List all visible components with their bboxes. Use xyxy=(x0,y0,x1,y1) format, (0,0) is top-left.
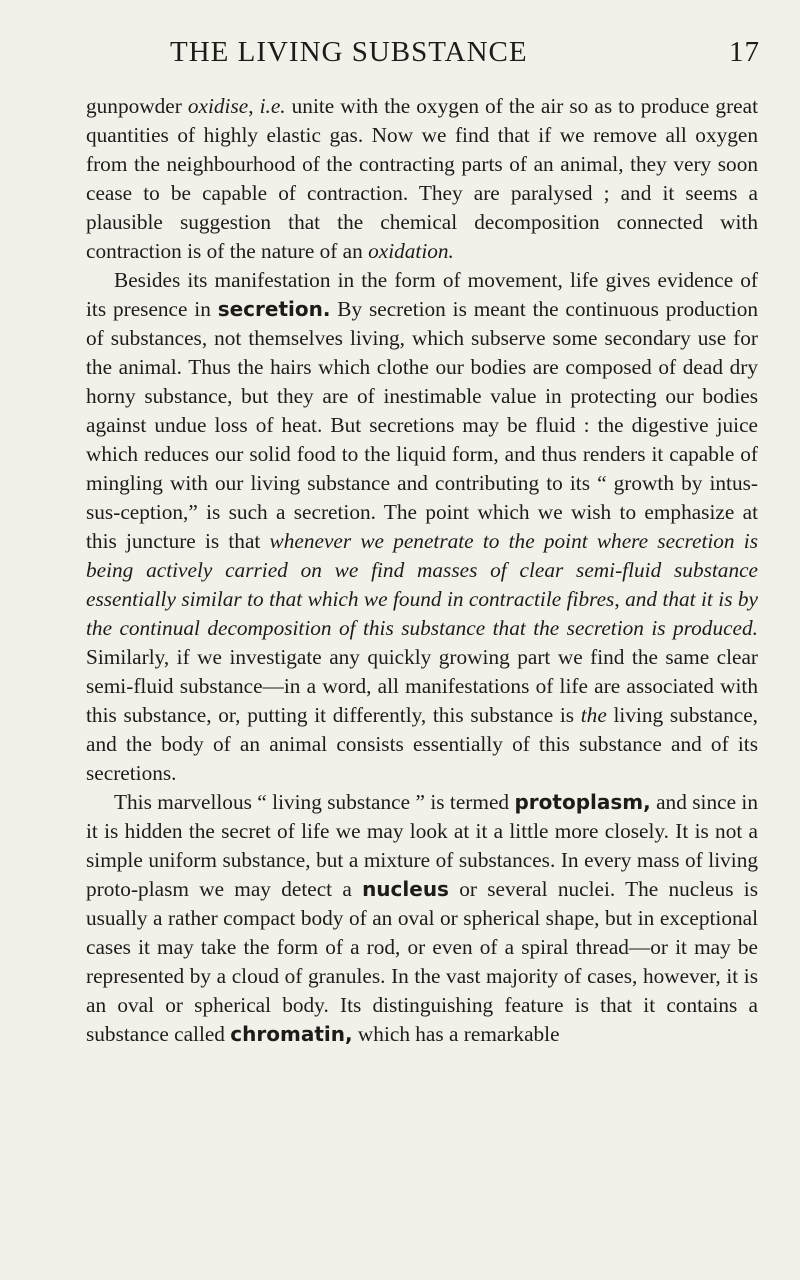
page-number: 17 xyxy=(729,36,760,68)
italic-text: the xyxy=(580,703,607,727)
page-header xyxy=(60,36,760,76)
text-run: , xyxy=(614,587,626,611)
text-run: , xyxy=(248,94,260,118)
running-head: THE LIVING SUBSTANCE xyxy=(170,36,528,68)
italic-text: i.e. xyxy=(259,94,286,118)
bold-text: nucleus xyxy=(362,877,449,901)
text-run: This marvellous “ living substance ” is termed xyxy=(114,790,515,814)
text-run: or several nuclei. The nucleus is usually a rather compact body of an oval or spherical shape, but in exceptional cases it may take the form of a rod, or even of a spiral thread—or it may be represented by a cloud of granules. In the vast majority of cases, however, it is an oval or spherical body. Its distinguishing feature is that it contains a substance called xyxy=(86,877,758,1046)
bold-text: secretion. xyxy=(217,297,331,321)
text-run: By secretion is meant the continuous production of substances, not themselves living, which subserve some secondary use for the animal. Thus the hairs which clothe our bodies are composed of dead dry horny substance, but they are of inestimable value in protecting our bodies against undue loss of heat. But secretions may be fluid : the digestive juice which reduces our solid food to the liquid form, and thus renders it capable of mingling with our living substance and contributing to its “ growth by intus-sus-ception,” is such a secretion. The point which we wish to emphasize at this juncture is that xyxy=(86,297,758,553)
paragraph xyxy=(86,266,758,788)
bold-text: chromatin, xyxy=(230,1022,353,1046)
italic-text: oxidation. xyxy=(368,239,454,263)
bold-text: protoplasm, xyxy=(514,790,651,814)
body-text xyxy=(86,92,758,1049)
text-run: which has a remarkable xyxy=(352,1022,560,1046)
paragraph xyxy=(86,788,758,1049)
italic-text: and that it is by the continual decomposition of this substance that the secretion is produced. xyxy=(86,587,758,640)
text-run: living substance, and the body of an animal consists essentially of this substance and of its secretions. xyxy=(86,703,759,785)
paragraph xyxy=(86,92,758,266)
italic-text: oxidise xyxy=(187,94,249,118)
text-run: Besides its manifestation in the form of movement, life gives evidence of its presence in xyxy=(86,268,758,321)
text-run: and since in it is hidden the secret of life we may look at it a little more closely. It is not a simple uniform substance, but a mixture of substances. In every mass of living proto-plasm we may detect a xyxy=(86,790,758,901)
text-run: unite with the oxygen of the air so as to produce great quantities of highly elastic gas. Now we find that if we remove all oxygen from the neighbourhood of the contracting parts of an animal, they very soon cease to be capable of contraction. They are paralysed ; and it seems a plausible suggestion that the chemical decomposition connected with contraction is of the nature of an xyxy=(86,94,758,263)
text-run: Similarly, if we investigate any quickly growing part we find the same clear semi-fluid substance—in a word, all manifestations of life are associated with this substance, or, putting it differently, this substance is xyxy=(86,645,758,727)
text-run: gunpowder xyxy=(86,94,188,118)
italic-text: whenever we penetrate to the point where secretion is being actively carried on we find masses of clear semi-fluid substance essentially similar to that which we found in contractile fibres xyxy=(86,529,758,611)
